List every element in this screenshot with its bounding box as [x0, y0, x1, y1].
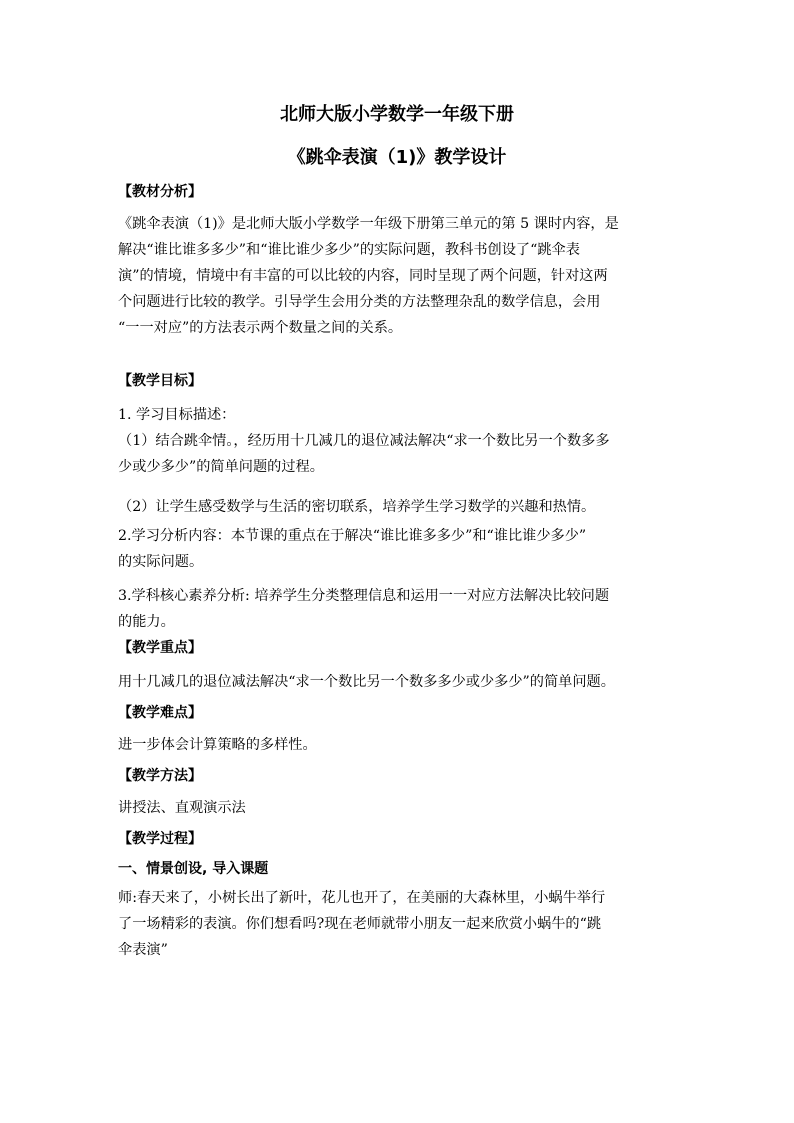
analysis-line: 解决“谁比谁多多少”和“谁比谁少多少”的实际问题，教科书创设了“跳伞表	[118, 242, 580, 258]
process-line: 了一场精彩的表演。你们想看吗?现在老师就带小朋友一起来欣赏小蜗牛的“跳	[118, 916, 602, 932]
section-heading-process: 【教学过程】	[118, 831, 202, 847]
goal-item-3	[118, 583, 684, 635]
analysis-line: 个问题进行比较的教学。引导学生会用分类的方法整理杂乱的数学信息，会用	[118, 294, 601, 310]
goal-item-3-line: 3.学科核心素养分析: 培养学生分类整理信息和运用一一对应方法解决比较问题	[118, 588, 610, 604]
method-text: 讲授法、直观演示法	[118, 800, 246, 816]
section-heading-goals: 【教学目标】	[118, 373, 202, 389]
keypoint-text: 用十几减几的退位减法解决“求一个数比另一个数多多少或少多少”的简单问题。	[118, 674, 615, 690]
analysis-line: 《跳伞表演（1)》是北师大版小学数学一年级下册第三单元的第 5 课时内容，是	[118, 216, 619, 232]
process-line: 师:春天来了，小树长出了新叶，花儿也开了，在美丽的大森林里，小蜗牛举行	[118, 890, 606, 906]
goal-item-2-line: 的实际问题。	[118, 554, 204, 570]
section-heading-difficulty: 【教学难点】	[118, 705, 202, 721]
document-title: 北师大版小学数学一年级下册	[280, 104, 514, 125]
goal-item-1: 1. 学习目标描述：	[118, 407, 236, 423]
difficulty-text: 进一步体会计算策略的多样性。	[118, 737, 317, 753]
goal-item-1-sub-1	[118, 428, 684, 480]
process-line: 伞表演”	[118, 942, 168, 958]
goal-item-2	[118, 523, 684, 575]
section-heading-analysis: 【教材分析】	[118, 184, 202, 200]
document-subtitle: 《跳伞表演（1)》教学设计	[287, 147, 507, 168]
process-paragraph	[118, 885, 684, 963]
analysis-paragraph	[118, 211, 684, 341]
process-subheading-1: 一、情景创设, 导入课题	[118, 861, 269, 877]
goal-item-2-line: 2.学习分析内容：本节课的重点在于解决“谁比谁多多少”和“谁比谁少多少”	[118, 528, 587, 544]
goal-sub-line: （1）结合跳伞情。，经历用十几减几的退位减法解决“求一个数比另一个数多多	[118, 433, 610, 449]
section-heading-keypoint: 【教学重点】	[118, 640, 202, 656]
section-heading-method: 【教学方法】	[118, 768, 202, 784]
analysis-line: “一一对应”的方法表示两个数量之间的关系。	[118, 320, 403, 336]
goal-item-1-sub-2: （2）让学生感受数学与生活的密切联系，培养学生学习数学的兴趣和热情。	[118, 499, 596, 515]
goal-sub-line: 少或少多少”的简单问题的过程。	[118, 459, 324, 475]
goal-item-3-line: 的能力。	[118, 614, 175, 630]
analysis-line: 演”的情境，情境中有丰富的可以比较的内容，同时呈现了两个问题，针对这两	[118, 268, 608, 284]
